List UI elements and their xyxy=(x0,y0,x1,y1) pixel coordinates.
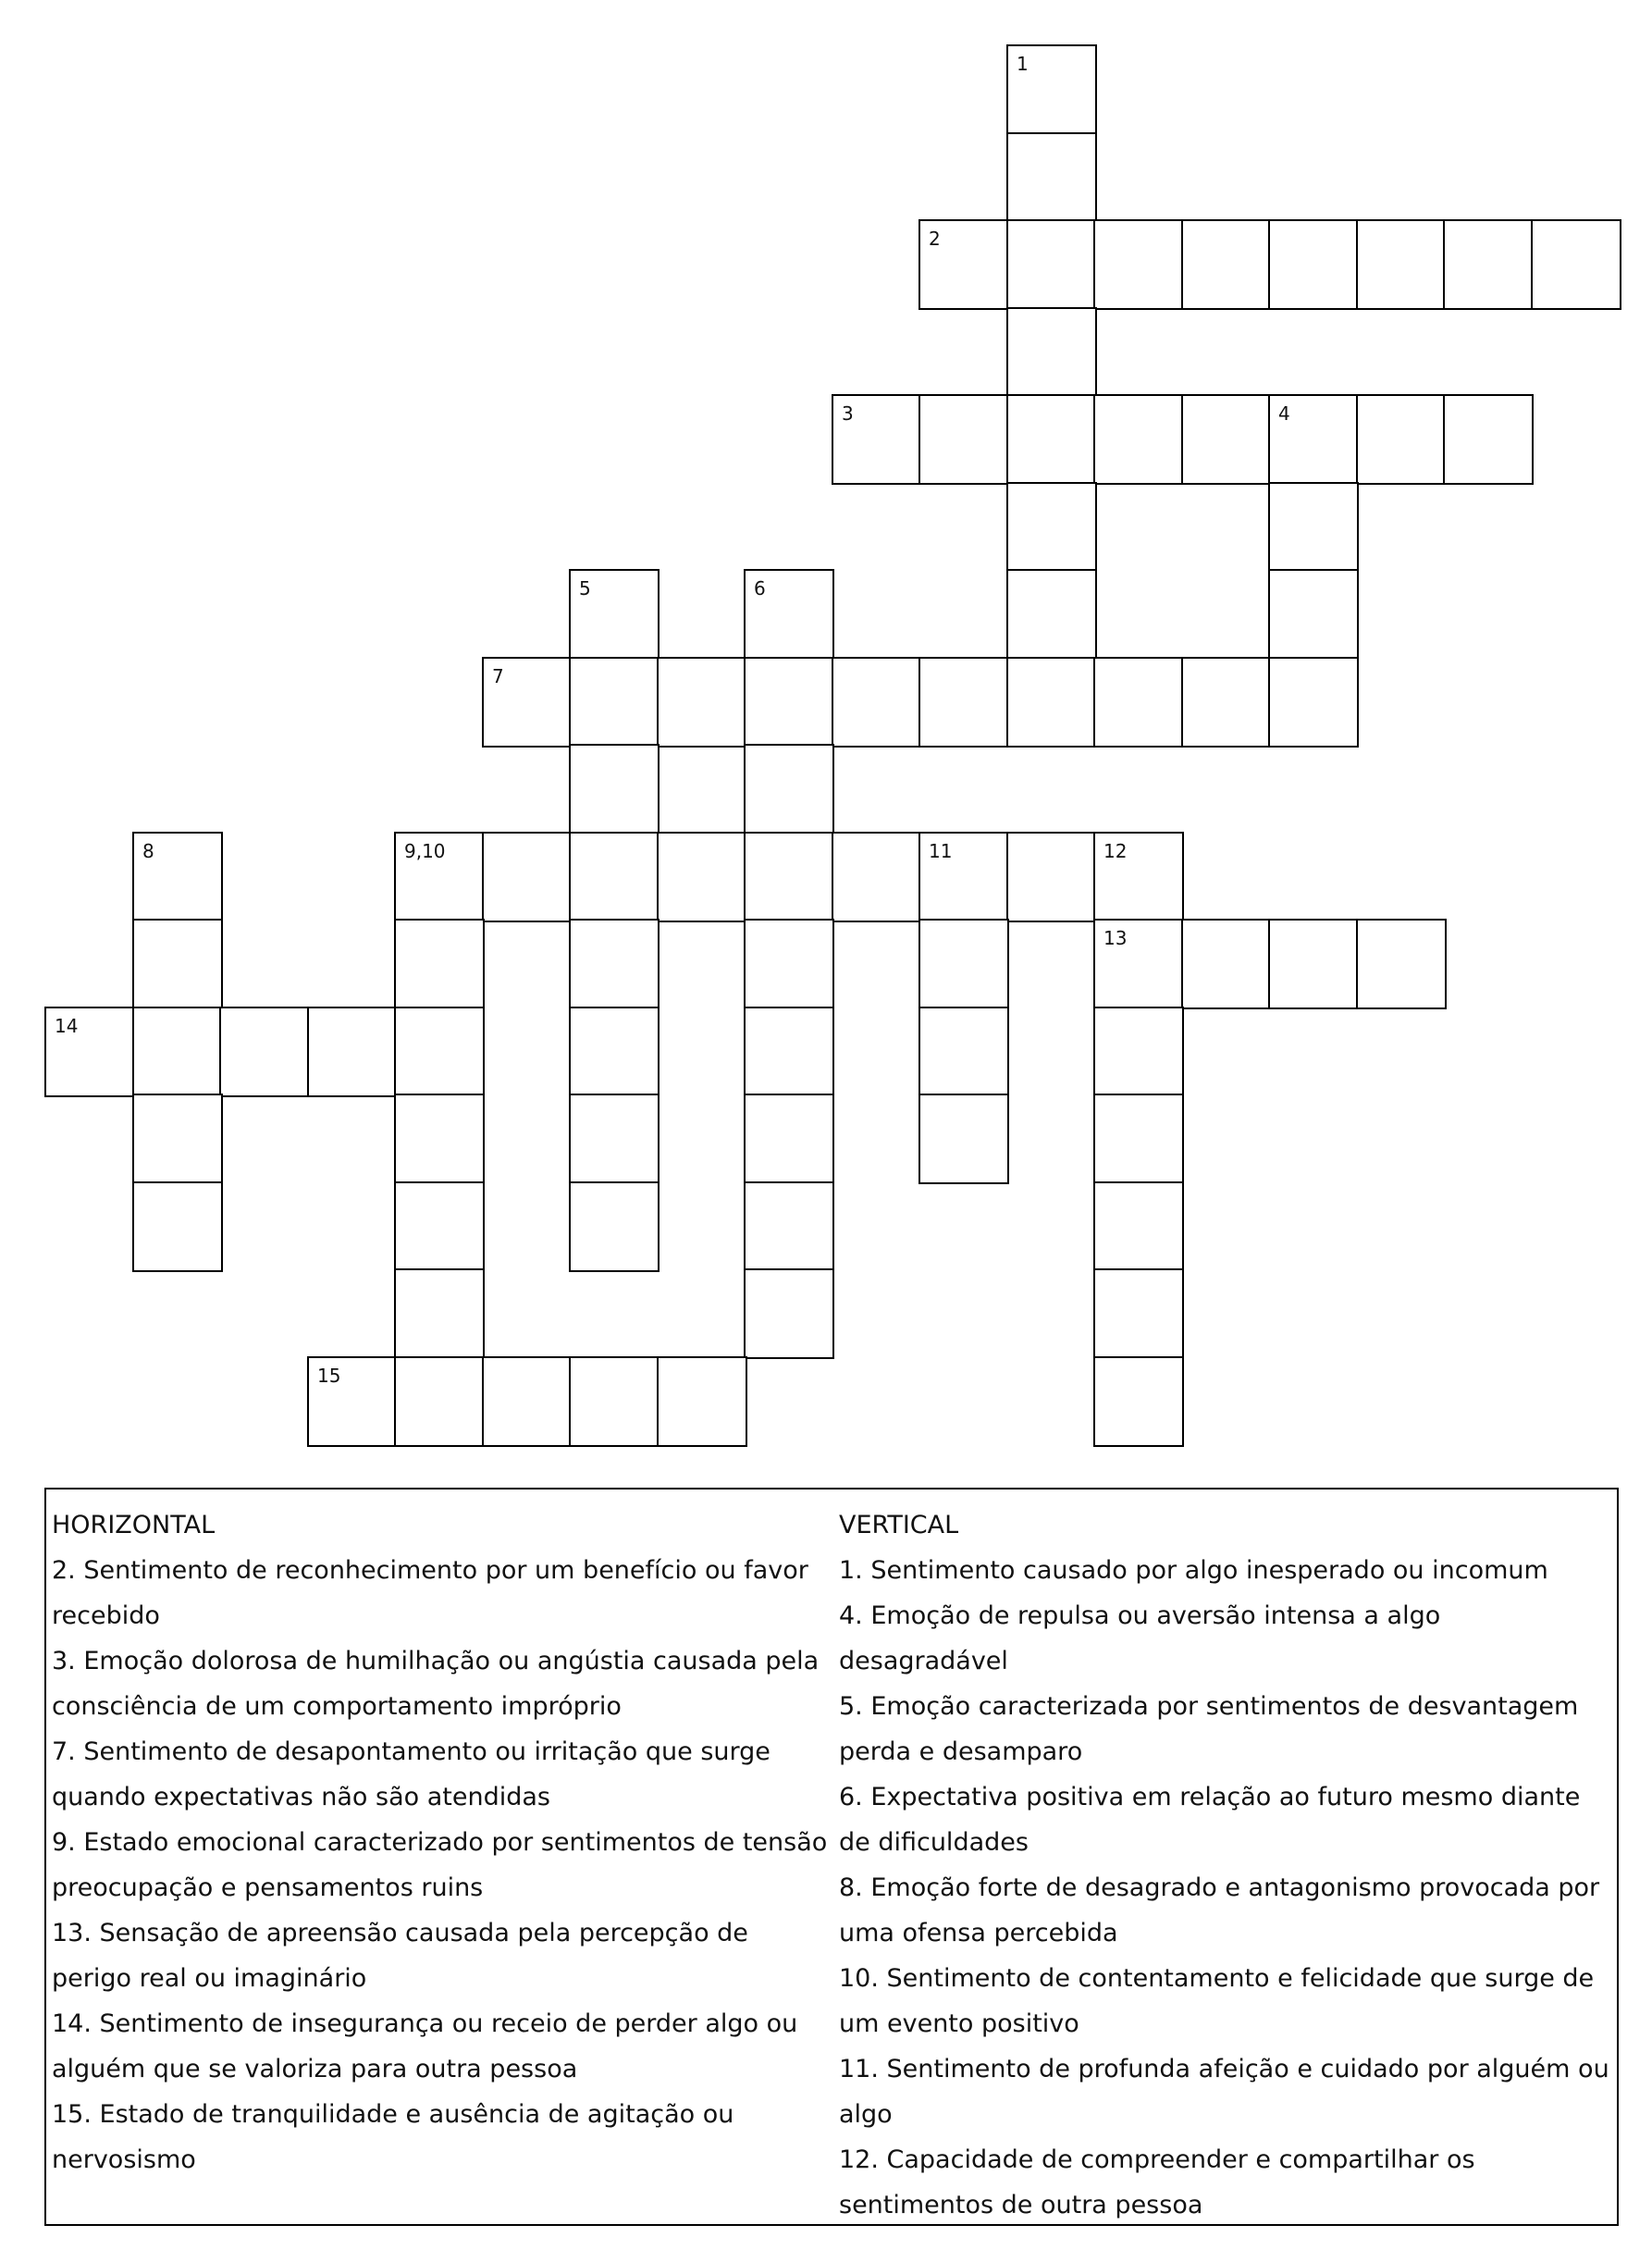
grid-cell xyxy=(744,657,834,748)
grid-cell-numbered xyxy=(1093,832,1184,922)
horizontal-clue-15: 15. Estado de tranquilidade e ausência de agitação ou nervosismo xyxy=(52,2100,734,2174)
clue-number: 5 xyxy=(579,577,591,599)
grid-cell xyxy=(918,394,1009,485)
vertical-clue-1: 1. Sentimento causado por algo inesperado ou incomum xyxy=(839,1556,1548,1585)
grid-cell xyxy=(744,919,834,1009)
vertical-clue-8: 8. Emoção forte de desagrado e antagonismo provocada por uma ofensa percebida xyxy=(839,1873,1600,1947)
clue-number: 2 xyxy=(929,228,941,250)
grid-cell xyxy=(918,1007,1009,1097)
clue-number: 11 xyxy=(929,840,953,862)
grid-cell xyxy=(1268,919,1359,1009)
grid-cell xyxy=(1093,1007,1184,1097)
grid-cell xyxy=(657,657,747,748)
grid-cell xyxy=(482,832,573,922)
grid-cell xyxy=(1006,394,1097,485)
grid-cell xyxy=(918,657,1009,748)
horizontal-clue-2: 2. Sentimento de reconhecimento por um benefício ou favor recebido xyxy=(52,1556,808,1630)
grid-cell xyxy=(657,1356,747,1447)
clue-number: 13 xyxy=(1103,927,1128,949)
grid-cell xyxy=(744,832,834,922)
grid-cell xyxy=(744,1268,834,1359)
grid-cell xyxy=(132,1007,223,1097)
grid-cell xyxy=(744,744,834,834)
grid-cell xyxy=(657,832,747,922)
grid-cell xyxy=(394,1268,485,1359)
grid-cell-numbered xyxy=(569,569,660,660)
grid-cell xyxy=(918,919,1009,1009)
vertical-clue-12: 12. Capacidade de compreender e compartilhar os sentimentos de outra pessoa xyxy=(839,2145,1475,2219)
clue-number: 8 xyxy=(142,840,154,862)
grid-cell-numbered xyxy=(918,219,1009,310)
grid-cell xyxy=(1443,394,1534,485)
grid-cell-numbered xyxy=(132,832,223,922)
grid-cell xyxy=(569,744,660,834)
grid-cell xyxy=(394,919,485,1009)
grid-cell xyxy=(1531,219,1621,310)
grid-cell-numbered xyxy=(1006,44,1097,135)
grid-cell xyxy=(1006,482,1097,573)
grid-cell-numbered xyxy=(918,832,1009,922)
grid-cell-numbered xyxy=(1268,394,1359,485)
grid-cell xyxy=(219,1007,310,1097)
grid-cell xyxy=(569,919,660,1009)
grid-cell xyxy=(569,832,660,922)
horizontal-clues xyxy=(52,1502,829,2182)
grid-cell xyxy=(569,1094,660,1184)
grid-cell xyxy=(394,1356,485,1447)
grid-cell xyxy=(1006,132,1097,223)
grid-cell xyxy=(1356,394,1447,485)
grid-cell xyxy=(1356,919,1447,1009)
grid-cell-numbered xyxy=(482,657,573,748)
clue-number: 12 xyxy=(1103,840,1128,862)
grid-cell xyxy=(132,919,223,1009)
horizontal-clue-7: 7. Sentimento de desapontamento ou irritação que surge quando expectativas não são atendidas xyxy=(52,1737,771,1811)
grid-cell xyxy=(569,1181,660,1272)
vertical-clue-10: 10. Sentimento de contentamento e felicidade que surge de um evento positivo xyxy=(839,1964,1595,2038)
grid-cell xyxy=(394,1007,485,1097)
grid-cell xyxy=(132,1181,223,1272)
horizontal-clue-3: 3. Emoção dolorosa de humilhação ou angústia causada pela consciência de um comportamento impróprio xyxy=(52,1647,820,1721)
grid-cell xyxy=(1006,219,1097,310)
grid-cell xyxy=(1093,657,1184,748)
grid-cell-numbered xyxy=(307,1356,398,1447)
grid-cell-numbered xyxy=(394,832,485,922)
grid-cell xyxy=(1268,482,1359,573)
grid-cell xyxy=(394,1094,485,1184)
grid-cell xyxy=(1268,569,1359,660)
grid-cell xyxy=(1181,919,1272,1009)
grid-cell xyxy=(569,657,660,748)
grid-cell xyxy=(1093,219,1184,310)
grid-cell xyxy=(1093,394,1184,485)
grid-cell xyxy=(918,1094,1009,1184)
horizontal-clue-9: 9. Estado emocional caracterizado por sentimentos de tensão preocupação e pensamentos ruins xyxy=(52,1828,828,1902)
grid-cell-numbered xyxy=(744,569,834,660)
grid-cell xyxy=(307,1007,398,1097)
grid-cell xyxy=(569,1007,660,1097)
grid-cell xyxy=(1093,1356,1184,1447)
horizontal-clue-13: 13. Sensação de apreensão causada pela percepção de perigo real ou imaginário xyxy=(52,1919,748,1993)
clue-number: 1 xyxy=(1017,53,1029,75)
grid-cell xyxy=(1006,569,1097,660)
grid-cell-numbered xyxy=(832,394,922,485)
clue-number: 4 xyxy=(1278,402,1290,425)
vertical-clues xyxy=(839,1502,1616,2228)
vertical-clue-6: 6. Expectativa positiva em relação ao futuro mesmo diante de dificuldades xyxy=(839,1783,1581,1857)
clue-number: 15 xyxy=(317,1365,341,1387)
vertical-clue-11: 11. Sentimento de profunda afeição e cuidado por alguém ou algo xyxy=(839,2055,1609,2129)
clue-number: 9,10 xyxy=(404,840,446,862)
clue-number: 14 xyxy=(55,1015,79,1037)
grid-cell xyxy=(394,1181,485,1272)
grid-cell xyxy=(132,1094,223,1184)
grid-cell xyxy=(1093,1268,1184,1359)
grid-cell xyxy=(1181,394,1272,485)
horizontal-title: HORIZONTAL xyxy=(52,1511,216,1539)
grid-cell xyxy=(1443,219,1534,310)
grid-cell xyxy=(1356,219,1447,310)
grid-cell xyxy=(1181,219,1272,310)
grid-cell xyxy=(744,1181,834,1272)
vertical-clue-4: 4. Emoção de repulsa ou aversão intensa a algo desagradável xyxy=(839,1601,1441,1675)
grid-cell-numbered xyxy=(44,1007,135,1097)
grid-cell xyxy=(1268,219,1359,310)
grid-cell xyxy=(1093,1094,1184,1184)
clues-box xyxy=(44,1488,1619,2226)
grid-cell xyxy=(1093,1181,1184,1272)
grid-cell xyxy=(744,1007,834,1097)
grid-cell xyxy=(1181,657,1272,748)
grid-cell xyxy=(832,832,922,922)
grid-cell xyxy=(1006,307,1097,398)
grid-cell xyxy=(744,1094,834,1184)
grid-cell xyxy=(832,657,922,748)
vertical-title: VERTICAL xyxy=(839,1511,959,1539)
clue-number: 3 xyxy=(842,402,854,425)
clue-number: 6 xyxy=(754,577,766,599)
grid-cell xyxy=(1268,657,1359,748)
grid-cell-numbered xyxy=(1093,919,1184,1009)
clue-number: 7 xyxy=(492,665,504,687)
vertical-clue-5: 5. Emoção caracterizada por sentimentos de desvantagem perda e desamparo xyxy=(839,1692,1579,1766)
grid-cell xyxy=(1006,657,1097,748)
grid-cell xyxy=(569,1356,660,1447)
horizontal-clue-14: 14. Sentimento de insegurança ou receio de perder algo ou alguém que se valoriza para outra pessoa xyxy=(52,2009,798,2083)
grid-cell xyxy=(1006,832,1097,922)
grid-cell xyxy=(482,1356,573,1447)
